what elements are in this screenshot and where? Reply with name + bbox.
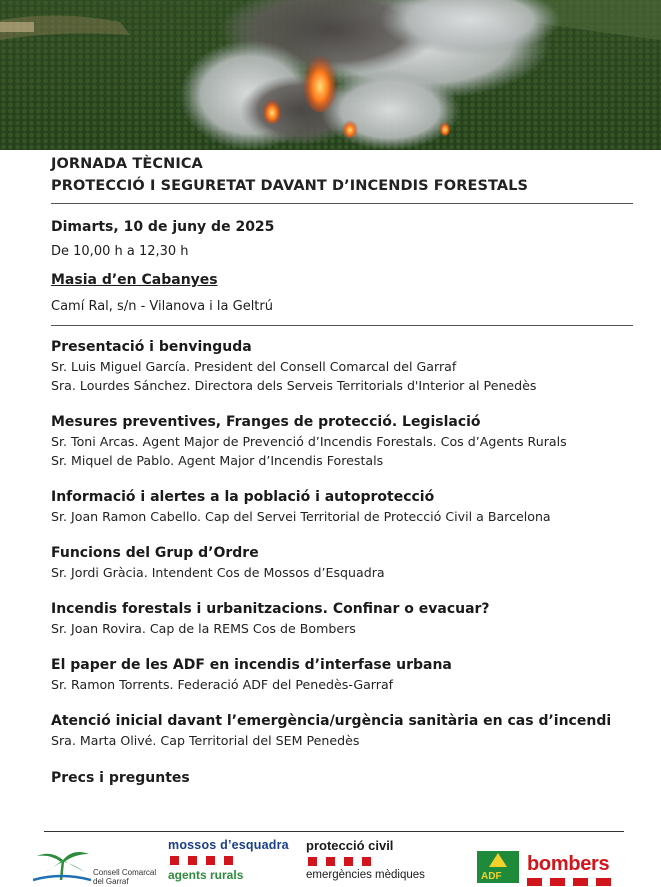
proteccio-civil-label: protecció civil [306, 838, 394, 853]
garraf-logo [33, 846, 163, 886]
adf-logo [477, 851, 519, 883]
program-item-title: Funcions del Grup d’Ordre [51, 545, 259, 561]
program-item [51, 544, 633, 582]
catalan-flag-icon [308, 857, 471, 866]
bombers-label: bombers [527, 853, 610, 875]
divider [51, 203, 633, 204]
program-item [51, 600, 633, 638]
mossos-logo [168, 838, 303, 882]
program-item [51, 338, 633, 395]
palm-icon [33, 846, 91, 882]
header-image [0, 0, 661, 150]
program-speaker: Sr. Joan Rovira. Cap de la REMS Cos de Bombers [51, 621, 356, 636]
event-date: Dimarts, 10 de juny de 2025 [51, 219, 275, 235]
emergencies-label: emergències mèdiques [306, 869, 425, 881]
program-item-title: Mesures preventives, Franges de protecció. Legislació [51, 414, 481, 430]
program-item [51, 712, 633, 750]
program-speaker: Sra. Lourdes Sánchez. Directora dels Serveis Territorials d'Interior al Penedès [51, 378, 537, 393]
divider [51, 325, 633, 326]
garraf-name-2: del Garraf [93, 877, 129, 886]
catalan-flag-icon [527, 878, 637, 886]
adf-label: ADF [481, 871, 502, 882]
proteccio-civil-logo [306, 838, 471, 881]
mossos-label: mossos d’esquadra [168, 838, 289, 852]
tree-icon [477, 851, 519, 871]
event-time: De 10,00 h a 12,30 h [51, 244, 189, 259]
program-item [51, 413, 633, 470]
program-item-title: Informació i alertes a la població i autoprotecció [51, 489, 435, 505]
program-item-title: Incendis forestals i urbanitzacions. Confinar o evacuar? [51, 601, 490, 617]
program-item-title: Presentació i benvinguda [51, 339, 252, 355]
document-body [51, 150, 633, 788]
bombers-logo [527, 853, 637, 886]
program-speaker: Sra. Marta Olivé. Cap Territorial del SEM Penedès [51, 733, 360, 748]
event-title: PROTECCIÓ I SEGURETAT DAVANT D’INCENDIS FORESTALS [51, 178, 529, 194]
program-speaker: Sr. Toni Arcas. Agent Major de Prevenció d’Incendis Forestals. Cos d’Agents Rurals [51, 434, 567, 449]
program-list [51, 338, 633, 750]
event-address: Camí Ral, s/n - Vilanova i la Geltrú [51, 299, 273, 314]
event-venue: Masia d’en Cabanyes [51, 272, 218, 288]
forest-fire-illustration [0, 0, 661, 150]
event-type-title: JORNADA TÈCNICA [51, 156, 203, 172]
catalan-flag-icon [170, 856, 303, 865]
program-speaker: Sr. Jordi Gràcia. Intendent Cos de Mossos d’Esquadra [51, 565, 385, 580]
program-item [51, 656, 633, 694]
program-speaker: Sr. Miquel de Pablo. Agent Major d’Incendis Forestals [51, 453, 384, 468]
closing-item: Precs i preguntes [51, 770, 190, 786]
footer-divider [44, 831, 624, 832]
program-item-title: El paper de les ADF en incendis d’interfase urbana [51, 657, 452, 673]
program-speaker: Sr. Ramon Torrents. Federació ADF del Penedès-Garraf [51, 677, 394, 692]
program-speaker: Sr. Joan Ramon Cabello. Cap del Servei Territorial de Protecció Civil a Barcelona [51, 509, 551, 524]
program-item [51, 488, 633, 526]
agents-rurals-label: agents rurals [168, 868, 244, 882]
program-speaker: Sr. Luis Miguel García. President del Consell Comarcal del Garraf [51, 359, 457, 374]
garraf-name: Consell Comarcal [93, 868, 157, 877]
program-item-title: Atenció inicial davant l’emergència/urgència sanitària en cas d’incendi [51, 713, 612, 729]
